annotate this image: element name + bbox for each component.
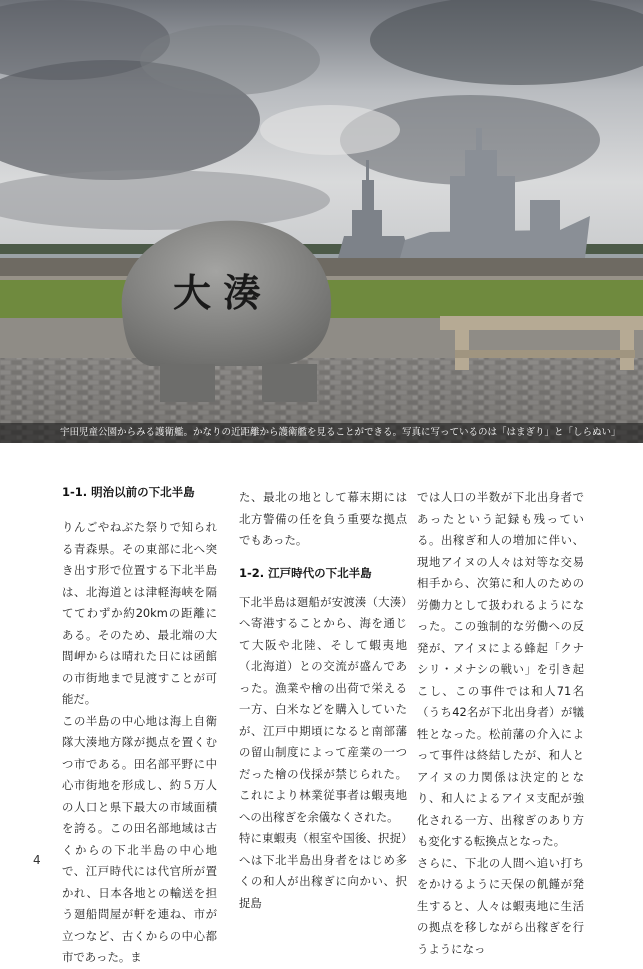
photo-caption: 宇田児童公園からみる護衛艦。かなりの近距離から護衛艦を見ることができる。写真に写っているのは「はまぎり」と「しらぬい」 [0,423,643,443]
harbor-scene-illustration [0,0,643,443]
paragraph: さらに、下北の人間へ追い打ちをかけるように天保の飢饉が発生すると、人々は蝦夷地に生活の拠点を移しながら出稼ぎを行うようになっ [417,855,584,956]
page-number: 4 [33,853,41,867]
paragraph: では人口の半数が下北出身者であったという記録も残っている。出稼ぎ和人の増加に伴い、現地アイヌの人々は対等な交易相手から、次第に和人のための労働力として扱われるようになった。この強制的な労働への反発が、アイヌによる蜂起「クナシリ・メナシの戦い」を引き起こし、この事件では和人71名（うち42名が下北出身者）が犠牲となった。松前藩の介入によって事件は終結したが、和人とアイヌの力関係は決定的となり、和人によるアイヌ支配が強化される一方、出稼ぎのあり方も変化する転換点となった。 [417,490,584,848]
section-heading-1-1: 1-1. 明治以前の下北半島 [62,485,195,499]
monument-inscription: 大湊 [172,270,274,315]
paragraph: りんごやねぶた祭りで知られる青森県。その東部に北へ突き出す形で位置する下北半島は、北海道とは津軽海峡を隔ててわずか約20kmの距離にある。そのため、最北端の大間岬からは晴れた日には函館の市街地まで見渡すことが可能だ。 [62,520,217,706]
paragraph: この半島の中心地は海上自衛隊大湊地方隊が拠点を置くむつ市である。田名部平野に中心市街地を形成し、約５万人の人口と県下最大の市域面積を誇る。この田名部地域は古くからの下北半島の中心地で、江戸時代には代官所が置かれ、日本各地との輸送を担う廻船問屋が軒を連ね、市が立つなど、古くからの中心都市であった。ま [62,713,217,964]
column-1 [62,479,217,969]
paragraph: 下北半島は廻船が安渡湊（大湊）へ寄港することから、海を通じて大阪や北陸、そして蝦夷地（北海道）との交流が盛んであった。漁業や檜の出荷で栄える一方、白米などを購入していたが、江戸中期頃になると南部藩の留山制度によって産業の一つだった檜の伐採が禁じられた。これにより林業従事者は蝦夷地への出稼ぎを余儀なくされた。 [239,594,407,824]
paragraph: 特に東蝦夷（根室や国後、択捉）へは下北半島出身者をはじめ多くの和人が出稼ぎに向かい、択捉島 [239,831,407,910]
section-heading-1-2: 1-2. 江戸時代の下北半島 [239,565,372,580]
column-3 [417,487,584,960]
column-2 [239,487,407,914]
hero-photo [0,0,643,443]
paragraph: た、最北の地として幕末期には北方警備の任を負う重要な拠点でもあった。 [239,490,407,547]
